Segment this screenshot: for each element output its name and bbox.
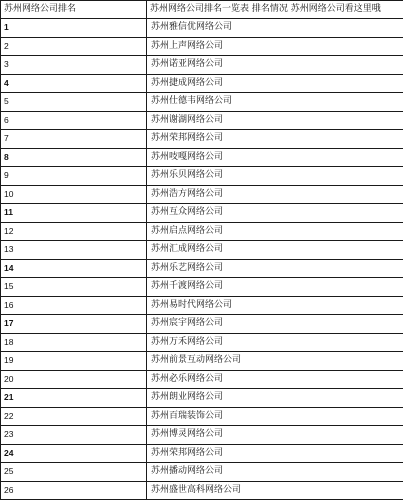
company-name-cell: 苏州荣邦网络公司: [147, 444, 403, 463]
company-name-cell: 苏州必乐网络公司: [147, 370, 403, 389]
company-name-cell: 苏州前景互动网络公司: [147, 352, 403, 371]
company-name-cell: 苏州乐贝网络公司: [147, 167, 403, 186]
table-row: [1, 56, 403, 75]
rank-cell: 7: [1, 130, 147, 149]
company-name-cell: 苏州播动网络公司: [147, 463, 403, 482]
company-name-cell: 苏州乐艺网络公司: [147, 259, 403, 278]
table-row: [1, 204, 403, 223]
rank-cell: 6: [1, 111, 147, 130]
table-row: [1, 222, 403, 241]
table-row: [1, 37, 403, 56]
table-row: [1, 278, 403, 297]
table-row: [1, 93, 403, 112]
company-name-cell: 苏州万禾网络公司: [147, 333, 403, 352]
company-name-cell: 苏州浩方网络公司: [147, 185, 403, 204]
company-name-cell: 苏州雅信优网络公司: [147, 19, 403, 38]
rank-cell: 4: [1, 74, 147, 93]
table-row: [1, 167, 403, 186]
rank-cell: 26: [1, 481, 147, 500]
rank-cell: 13: [1, 241, 147, 260]
table-row: [1, 426, 403, 445]
table-row: [1, 148, 403, 167]
company-name-cell: 苏州吱嘎网络公司: [147, 148, 403, 167]
company-name-cell: 苏州谢湖网络公司: [147, 111, 403, 130]
company-name-cell: 苏州宸宇网络公司: [147, 315, 403, 334]
rank-cell: 3: [1, 56, 147, 75]
table-row: [1, 370, 403, 389]
table-row: [1, 481, 403, 500]
company-name-cell: 苏州启点网络公司: [147, 222, 403, 241]
company-name-cell: 苏州互众网络公司: [147, 204, 403, 223]
company-name-cell: 苏州捷成网络公司: [147, 74, 403, 93]
company-name-cell: 苏州博灵网络公司: [147, 426, 403, 445]
rank-cell: 8: [1, 148, 147, 167]
rank-cell: 25: [1, 463, 147, 482]
rank-cell: 16: [1, 296, 147, 315]
company-name-cell: 苏州仕德韦网络公司: [147, 93, 403, 112]
name-column-header: 苏州网络公司排名一览表 排名情况 苏州网络公司看这里哦: [147, 1, 403, 19]
table-row: [1, 389, 403, 408]
rank-cell: 14: [1, 259, 147, 278]
company-name-cell: 苏州千渡网络公司: [147, 278, 403, 297]
table-row: [1, 463, 403, 482]
rank-cell: 17: [1, 315, 147, 334]
company-name-cell: 苏州易时代网络公司: [147, 296, 403, 315]
rank-cell: 1: [1, 19, 147, 38]
table-row: [1, 130, 403, 149]
company-name-cell: 苏州诺亚网络公司: [147, 56, 403, 75]
rank-cell: 11: [1, 204, 147, 223]
rank-column-header: 苏州网络公司排名: [1, 1, 147, 19]
table-row: [1, 259, 403, 278]
company-name-cell: 苏州上声网络公司: [147, 37, 403, 56]
table-row: [1, 241, 403, 260]
table-header-row: [1, 1, 403, 19]
rank-cell: 19: [1, 352, 147, 371]
table-row: [1, 296, 403, 315]
rank-cell: 9: [1, 167, 147, 186]
rank-cell: 23: [1, 426, 147, 445]
company-name-cell: 苏州盛世高科网络公司: [147, 481, 403, 500]
table-row: [1, 315, 403, 334]
rank-cell: 24: [1, 444, 147, 463]
rank-cell: 21: [1, 389, 147, 408]
rank-cell: 5: [1, 93, 147, 112]
rank-cell: 10: [1, 185, 147, 204]
rank-cell: 18: [1, 333, 147, 352]
rank-cell: 22: [1, 407, 147, 426]
table-row: [1, 111, 403, 130]
company-name-cell: 苏州荣邦网络公司: [147, 130, 403, 149]
rank-cell: 12: [1, 222, 147, 241]
company-name-cell: 苏州汇成网络公司: [147, 241, 403, 260]
table-row: [1, 407, 403, 426]
rank-cell: 2: [1, 37, 147, 56]
table-row: [1, 185, 403, 204]
table-row: [1, 19, 403, 38]
table-row: [1, 444, 403, 463]
table-row: [1, 74, 403, 93]
table-row: [1, 352, 403, 371]
rank-cell: 20: [1, 370, 147, 389]
table-body: [1, 19, 403, 500]
company-name-cell: 苏州百瑞装饰公司: [147, 407, 403, 426]
table-row: [1, 333, 403, 352]
company-name-cell: 苏州朗业网络公司: [147, 389, 403, 408]
rank-cell: 15: [1, 278, 147, 297]
